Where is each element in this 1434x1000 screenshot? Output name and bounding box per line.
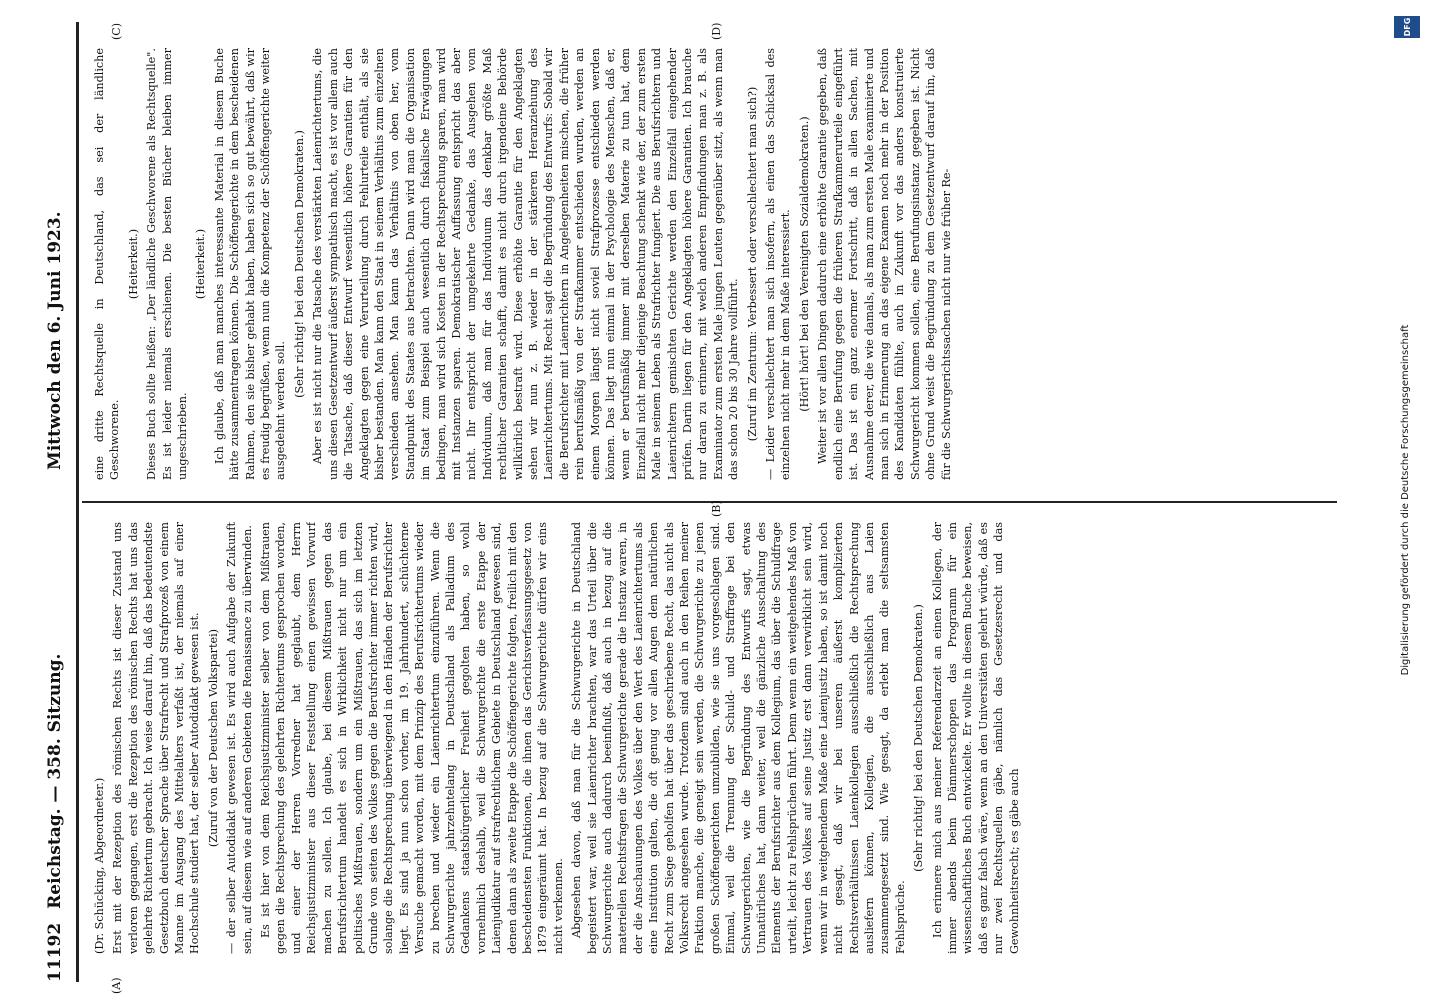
interjection: (Zuruf von der Deutschen Volkspartei) <box>206 628 220 848</box>
interjection: (Sehr richtig! bei den Deutschen Demokraten.) <box>292 130 306 398</box>
header-rule <box>76 22 79 982</box>
paragraph: Es ist hier von dem Reichsjustizminister selber von dem Mißtrauen gegen die Rechtsprechung des gelehrten Richtertums gesprochen worden, und einer der Herren Vorredner hat geglaubt, dem Herrn Reichsjustizminister aus dieser Feststellung einen gewissen Vorwurf machen zu sollen. Ich glaube, bei diesem Mißtrauen gegen das Berufsrichtertum handelt es sich in Wirklichkeit nicht nur um ein politisches Mißtrauen, sondern um ein Mißtrauen, das sich im letzten Grunde von seiten des Volkes gegen die Berufsrichter immer richten wird, solange die Rechtsprechung überwiegend in den Händen der Berufsrichter liegt. Es sind ja nun schon vorher, im 19. Jahrhundert, schüchterne Versuche gemacht worden, mit dem Prinzip des Berufsrichtertums wieder zu brechen und wieder ein Laienrichtertum einzuführen. Wenn die Schwurgerichte jahrzehntelang in Deutschland als Palladium des Gedankens staatsbürgerlicher Freiheit gegolten haben, so wohl vornehmlich deshalb, weil die Schwurgerichte die erste Etappe der Laienjudikatur auf strafrechtlichem Gebiete in Deutschland gewesen sind, denen dann als zweite Etappe die Schöffengerichte folgten, freilich mit den bescheidensten Funktionen, die ihnen das Gerichtsverfassungsgesetz von 1879 eingeräumt hat. In bezug auf die Schwurgerichte dürfen wir eins nicht verkennen. <box>259 522 565 954</box>
digitization-credit: Digitalisierung gefördert durch die Deutsche Forschungsgemeinschaft <box>1400 324 1411 676</box>
paragraph: (Dr. Schücking, Abgeordneter.) <box>93 777 106 954</box>
paragraph: Weiter ist vor allen Dingen dadurch eine erhöhte Garantie gegeben, daß endlich eine Berufung gegen die früheren Strafkammerurteile eingeführt ist. Das ist ein ganz enormer Fortschritt, daß in allen Sachen, mit Ausnahme derer, die wie damals, als man zum ersten Male examinierte und man sich in Erinnerung an das eigene Examen noch mehr in der Position des Kandidaten fühlte, auch in Zukunft vor das anders konstruierte Schwurgericht kommen sollen, eine Berufungsinstanz gegeben ist. Nicht ohne Grund weist die Begründung zu dem Gesetzentwurf darauf hin, daß für die Schwurgerichtssachen nicht nur wie früher Re- <box>816 48 953 480</box>
paragraph: Aber es ist nicht nur die Tatsache des verstärkten Laienrichtertums, die uns diesen Gesetzentwurf äußerst sympathisch macht, es ist vor allem auch die Tatsache, daß dieser Entwurf wesentlich höhere Garantien für den Angeklagten gegen eine Verurteilung durch Fehlurteile enthält, als sie bisher bestanden. Man kann den Staat in seinem Verhältnis zum einzelnen verschieden ansehen. Man kann das Verhältnis von oben her, vom Standpunkt des Staates aus betrachten. Dann wird man die Organisation im Staat zum Beispiel auch wesentlich durch fiskalische Erwägungen bedingen, man wird sich Kosten in der Rechtsprechung sparen, man wird mit Instanzen sparen. Demokratischer Auffassung entspricht das aber nicht. Ihr entspricht der umgekehrte Gedanke, das Ausgehen vom Individuum, daß man für das Individuum das denkbar größte Maß rechtlicher Garantien schafft, damit es nicht durch irgendeine Behörde willkürlich bestraft wird. Diese erhöhte Garantie für den Angeklagten sehen wir nun z. B. wieder in der stärkeren Heranziehung des Laienrichtertums. Mit Recht sagt die Begründung des Entwurfs: Sobald wir die Berufsrichter mit Laienrichtern in Angelegenheiten mischen, die früher rein berufsmäßig von der Strafkammer entschieden wurden, werden an einem Morgen längst nicht soviel Strafprozesse entschieden werden können. Das liegt nun einmal in der Psychologie des Menschen, daß er, wenn er berufsmäßig immer mit derselben Materie zu tun hat, dem Einzelfall nicht mehr diejenige Beachtung schenkt wie der, der zum ersten Male in seinem Leben als Strafrichter fungiert. Die aus Berufsrichtern und Laienrichtern gemischten Gerichte werden den Einzelfall eingehender prüfen. Darin liegen für den Angeklagten höhere Garantien. Ich brauche nur daran zu erinnern, mit welch anderen Empfindungen man z. B. als Examinator zum ersten Male jungen Leuten gegenüber sitzt, als wenn man das schon 20 bis 30 Jahre vollführt. <box>311 48 741 480</box>
paragraph: Erst mit der Rezeption des römischen Rechts ist dieser Zustand uns verloren gegangen, erst die Rezeption des römischen Rechts hat uns das gelehrte Richtertum gebracht. Ich weise darauf hin, daß das bedeutendste Gesetzbuch deutscher Sprache über Strafrecht und Strafprozeß von einem Manne im Ausgang des Mittelalters verfaßt ist, der niemals auf einer Hochschule studiert hat, der selber Autodidakt gewesen ist. <box>111 522 202 954</box>
margin-marker-d: (D) <box>710 22 723 40</box>
paragraph: Ich glaube, daß man manches interessante Material in diesem Buche hätte zusammentragen können. Die Schöffengerichte in dem bescheidenen Rahmen, den sie bisher gehabt haben, haben sich so gut bewährt, daß wir es freudig begrüßen, wenn nun die Kompetenz der Schöffengerichte weiter ausgedehnt werden soll. <box>212 48 288 480</box>
paragraph: — Leider verschlechtert man sich insofern, als einen das Schicksal des einzelnen nicht mehr in dem Maße interessiert. <box>764 48 793 480</box>
paragraph: Abgesehen davon, daß man für die Schwurgerichte in Deutschland begeistert war, weil sie Laienrichter brachten, war das Urteil über die Schwurgerichte auch dadurch beeinflußt, daß auch in bezug auf die materiellen Rechtsfragen die Schwurgerichte gerade die Instanz waren, in der die Anschauungen des Volkes über den Wert des Laienrichtertums als eine Institution galten, die oft genug vor allen Augen dem natürlichen Recht zum Siege geholfen hat über das geschriebene Recht, das nicht als Volksrecht angesehen wurde. Trotzdem sind auch in den Reihen meiner Fraktion manche, die geneigt sein werden, die Schwurgerichte zu jenen großen Schöffengerichten umzubilden, wie sie uns vorgeschlagen sind. Einmal, weil die Trennung der Schuld- und Straffrage bei den Schwurgerichten, wie die Begründung des Entwurfs sagt, etwas Unnatürliches hat, dann weiter, weil die gänzliche Ausschaltung des Elements der Berufsrichter aus dem Kollegium, das über die Schuldfrage urteilt, leicht zu Fehlsprüchen führt. Denn wenn ein weitgehendes Maß von Vertrauen des Volkes auf seine Justiz erst dann verwirklicht sein wird, wenn wir in weitgehendem Maße eine Laienjustiz haben, so ist damit noch nicht gesagt, daß wir bei unseren äußerst komplizierten Rechtsverhältnissen Laienkollegien ausschließlich die Rechtsprechung ausliefern können, Kollegien, die ausschließlich aus Laien zusammengesetzt sind. Wie gesagt, da erlebt man die seltsamsten Fehlsprüche. <box>570 522 907 954</box>
paragraph: — der selber Autodidakt gewesen ist. Es wird auch Aufgabe der Zukunft sein, auf diesem wie auf anderen Gebieten die Renaissance zu überwinden. <box>225 522 254 954</box>
paragraph: Dieses Buch sollte heißen: „Der ländliche Geschworene als Rechtsquelle". Es ist leider niemals erschienen. Die besten Bücher bleiben immer ungeschrieben. <box>145 48 190 480</box>
interjection: (Hört! hört! bei den Vereinigten Sozialdemokraten.) <box>797 116 811 412</box>
header-left <box>40 654 70 982</box>
interjection: (Heiterkeit.) <box>194 228 208 300</box>
paragraph: eine dritte Rechtsquelle in Deutschland, das sei der ländliche Geschworene. <box>93 48 122 480</box>
margin-marker-b: (B) <box>710 500 723 517</box>
header-right-title: Mittwoch den 6. Juni 1923. <box>45 211 65 470</box>
interjection: (Sehr richtig! bei den Deutschen Demokraten.) <box>912 604 926 872</box>
header-right <box>40 211 70 470</box>
interjection: (Zuruf im Zentrum: Verbessert oder verschlechtert man sich?) <box>745 86 759 442</box>
left-column <box>92 522 1332 954</box>
margin-marker-a: (A) <box>110 977 123 994</box>
page-number: 11192 <box>45 922 65 982</box>
margin-marker-c: (C) <box>110 23 123 40</box>
dfg-logo-icon: DFG <box>1394 16 1420 38</box>
header-left-title: Reichstag. — 358. Sitzung. <box>45 653 65 909</box>
interjection: (Heiterkeit.) <box>126 228 140 300</box>
paragraph: Ich erinnere mich aus meiner Referendarzeit an einen Kollegen, der immer abends beim Dämmerschoppen das Programm für ein wissenschaftliches Buch entwickelte. Er wollte in diesem Buche beweisen, daß es ganz falsch wäre, wenn an den Universitäten gelehrt würde, daß es nur zwei Rechtsquellen gäbe, nämlich das Gesetzesrecht und das Gewohnheitsrecht; es gäbe auch <box>930 522 1021 954</box>
right-column <box>92 48 1332 480</box>
